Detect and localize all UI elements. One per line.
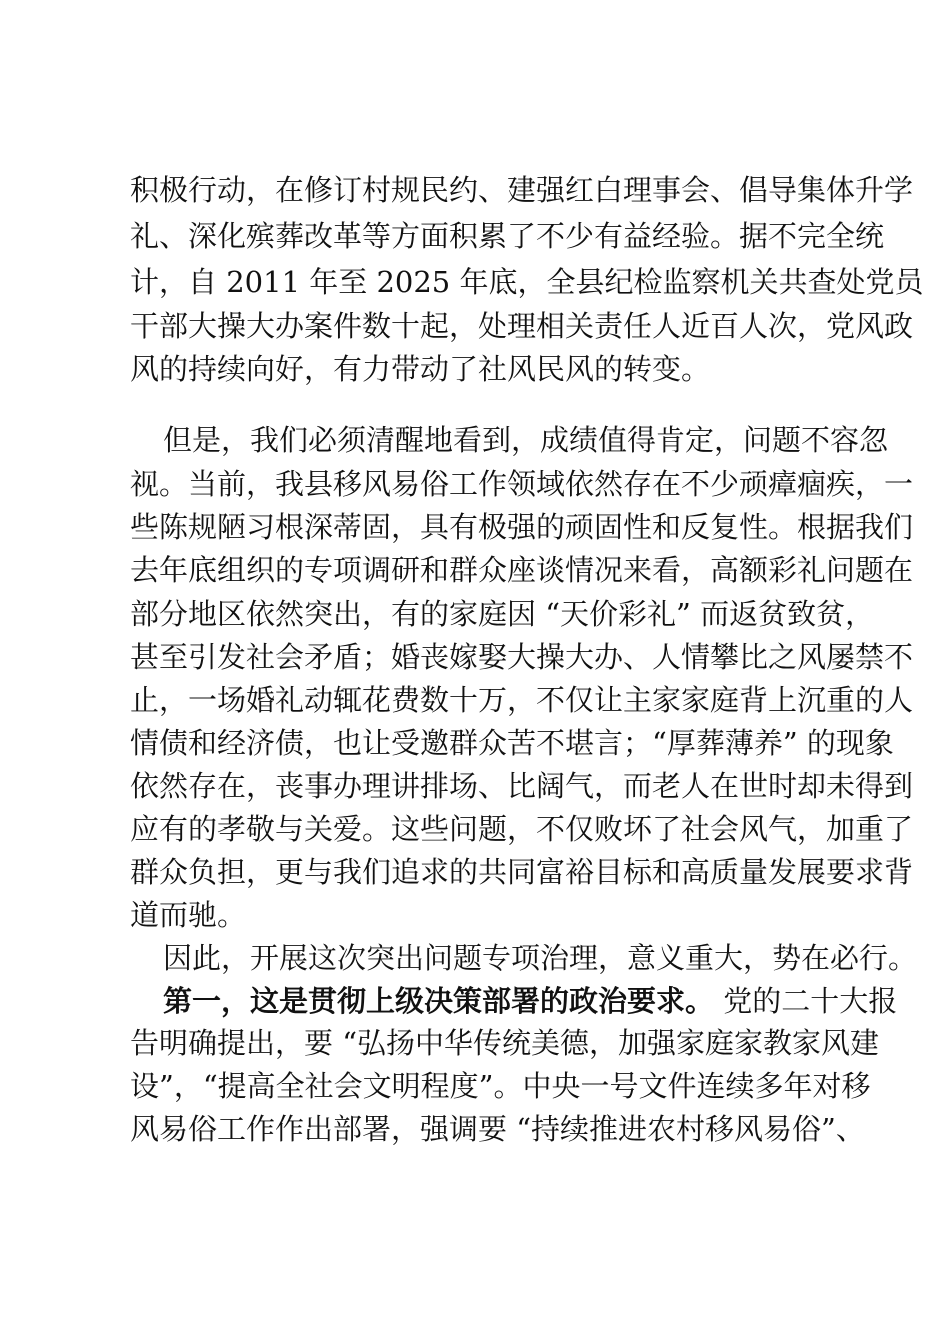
text-line: 部分地区依然突出，有的家庭因 “天价彩礼” 而返贫致贫， [130,597,875,631]
text-line: 视。当前，我县移风易俗工作领域依然存在不少顽瘴痼疾，一 [130,467,914,501]
text-line: 干部大操大办案件数十起，处理相关责任人近百人次，党风政 [130,309,914,343]
text-line: 风的持续向好，有力带动了社风民风的转变。 [130,352,711,386]
text-line: 甚至引发社会矛盾；婚丧嫁娶大操大办、人情攀比之风屡禁不 [130,640,914,674]
text-line: 礼、深化殡葬改革等方面积累了不少有益经验。据不完全统 [130,219,885,253]
text-line: 因此，开展这次突出问题专项治理，意义重大，势在必行。 [163,941,918,975]
text-line [163,983,898,1019]
text-line: 道而驰。 [130,898,247,932]
text-line: 止，一场婚礼动辄花费数十万，不仅让主家家庭背上沉重的人 [130,683,914,717]
text-line: 群众负担，更与我们追求的共同富裕目标和高质量发展要求背 [130,855,914,889]
text-line: 告明确提出，要 “弘扬中华传统美德，加强家庭家教家风建 [130,1026,880,1060]
text-line: 情债和经济债，也让受邀群众苦不堪言；“厚葬薄养” 的现象 [130,726,894,760]
text-line: 计，自 2011 年至 2025 年底，全县纪检监察机关共查处党员 [130,265,924,299]
text-line: 设”，“提高全社会文明程度”。中央一号文件连续多年对移 [130,1069,871,1103]
section-heading: 第一，这是贯彻上级决策部署的政治要求。 [163,984,715,1018]
text-line: 去年底组织的专项调研和群众座谈情况来看，高额彩礼问题在 [130,553,914,587]
text-line: 依然存在，丧事办理讲排场、比阔气，而老人在世时却未得到 [130,769,914,803]
text-line: 些陈规陋习根深蒂固，具有极强的顽固性和反复性。根据我们 [130,510,914,544]
text-span: 党的二十大报 [714,984,898,1018]
text-line: 应有的孝敬与关爱。这些问题，不仅败坏了社会风气，加重了 [130,812,914,846]
text-line: 风易俗工作作出部署，强调要 “持续推进农村移风易俗”、 [130,1112,865,1146]
text-line: 但是，我们必须清醒地看到，成绩值得肯定，问题不容忽 [163,423,889,457]
text-line: 积极行动，在修订村规民约、建强红白理事会、倡导集体升学 [130,173,914,207]
